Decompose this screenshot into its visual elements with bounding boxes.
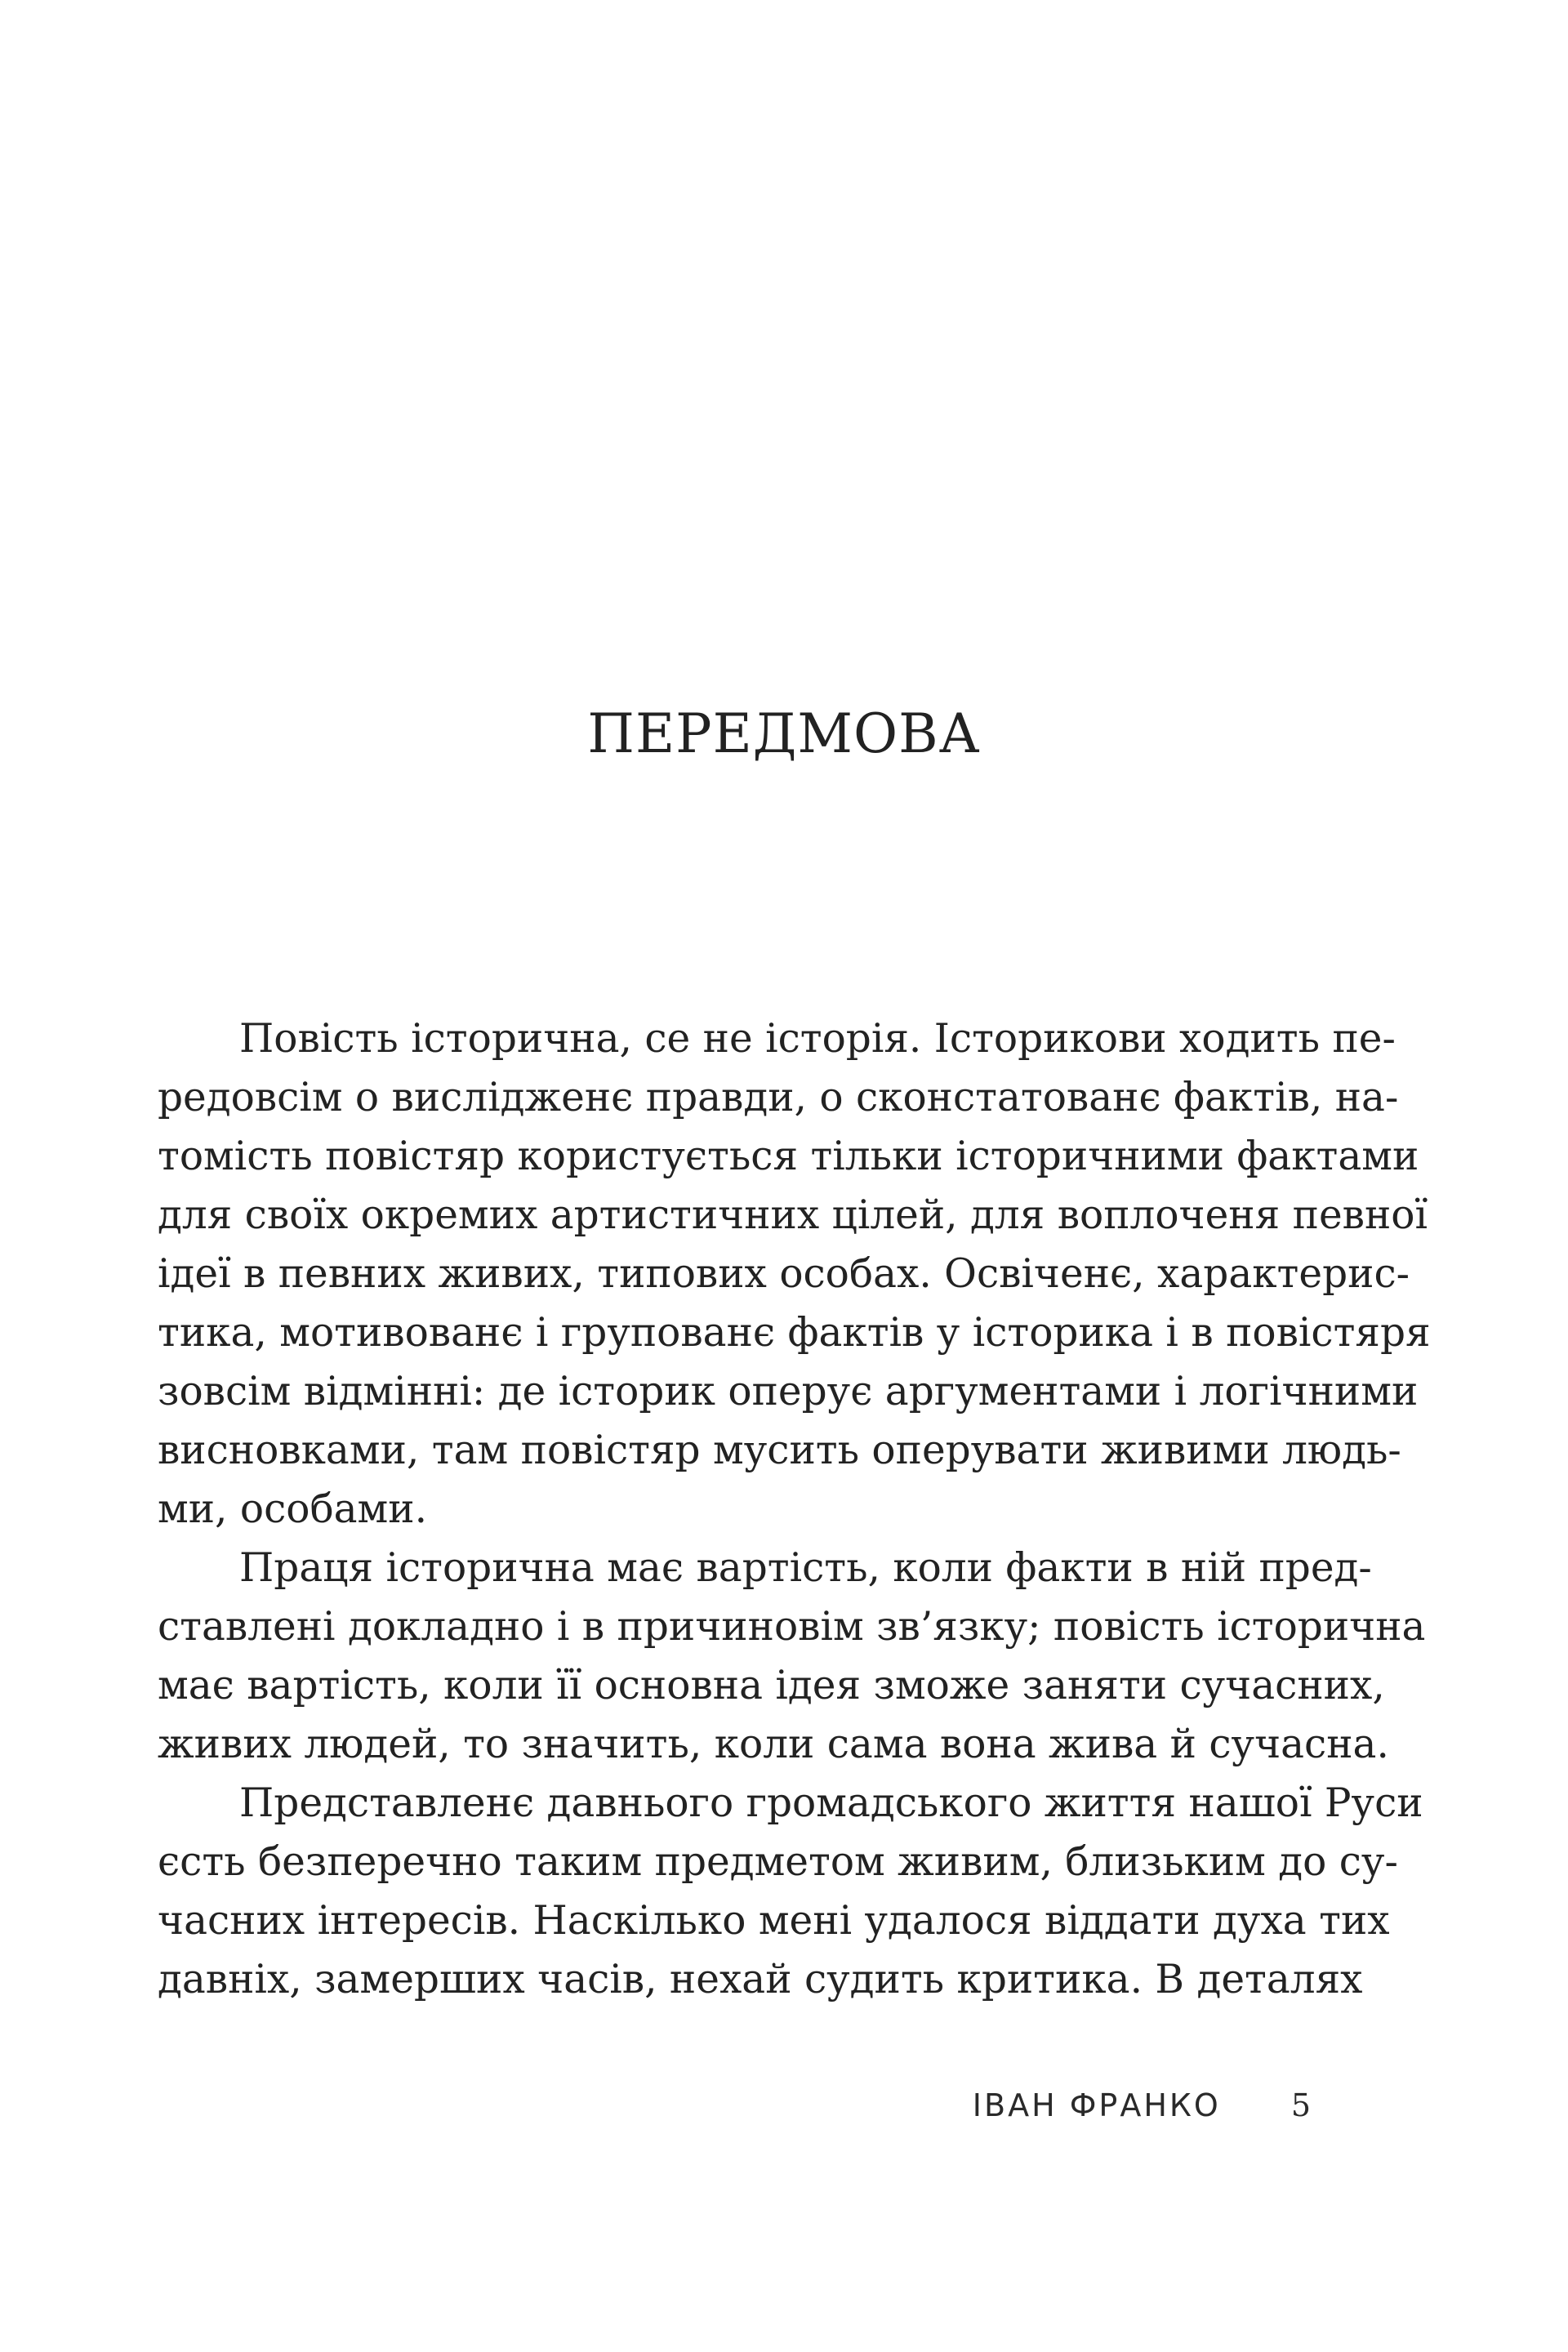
page-number: 5	[1290, 2087, 1311, 2123]
text-line: для своїх окремих артистичних цілей, для воплоченя певної	[158, 1192, 1428, 1238]
text-line: єсть безперечно таким предметом живим, близьким до су-	[158, 1839, 1398, 1885]
page-footer	[973, 2087, 1311, 2123]
text-line: томість повістяр користується тільки історичними фактами	[158, 1134, 1419, 1179]
text-line: має вартість, коли її основна ідея зможе заняти сучасних,	[158, 1663, 1385, 1708]
running-footer-author: ІВАН ФРАНКО	[972, 2087, 1221, 2123]
paragraph-2	[158, 1539, 1426, 1774]
text-line: живих людей, то значить, коли сама вона жива й сучасна.	[158, 1722, 1389, 1767]
paragraph-3	[158, 1774, 1423, 2009]
text-line: ідеї в певних живих, типових особах. Освіченє, характерис-	[158, 1251, 1410, 1297]
text-line: ми, особами.	[158, 1486, 428, 1532]
text-line: зовсім відмінні: де історик оперує аргументами і логічними	[158, 1369, 1419, 1414]
text-line: Представленє давнього громадського життя нашої Руси	[239, 1780, 1423, 1826]
text-line: давніх, замерших часів, нехай судить критика. В деталях	[158, 1957, 1363, 2002]
text-line: редовсім о вислідженє правди, о сконстатованє фактів, на-	[158, 1075, 1399, 1120]
text-line: Повість історична, се не історія. Історикови ходить пе-	[239, 1016, 1396, 1062]
paragraph-1	[158, 1009, 1431, 1539]
text-line: тика, мотивованє і групованє фактів у історика і в повістяря	[158, 1310, 1431, 1356]
text-line: висновками, там повістяр мусить оперувати живими людь-	[158, 1428, 1401, 1473]
chapter-title: ПЕРЕДМОВА	[587, 702, 981, 765]
text-line: Праця історична має вартість, коли факти в ній пред-	[239, 1545, 1372, 1591]
body-text	[158, 1009, 1431, 2009]
text-line: ставлені докладно і в причиновім зв’язку; повість історична	[158, 1604, 1426, 1650]
text-line: часних інтересів. Наскілько мені удалося віддати духа тих	[158, 1898, 1390, 1944]
